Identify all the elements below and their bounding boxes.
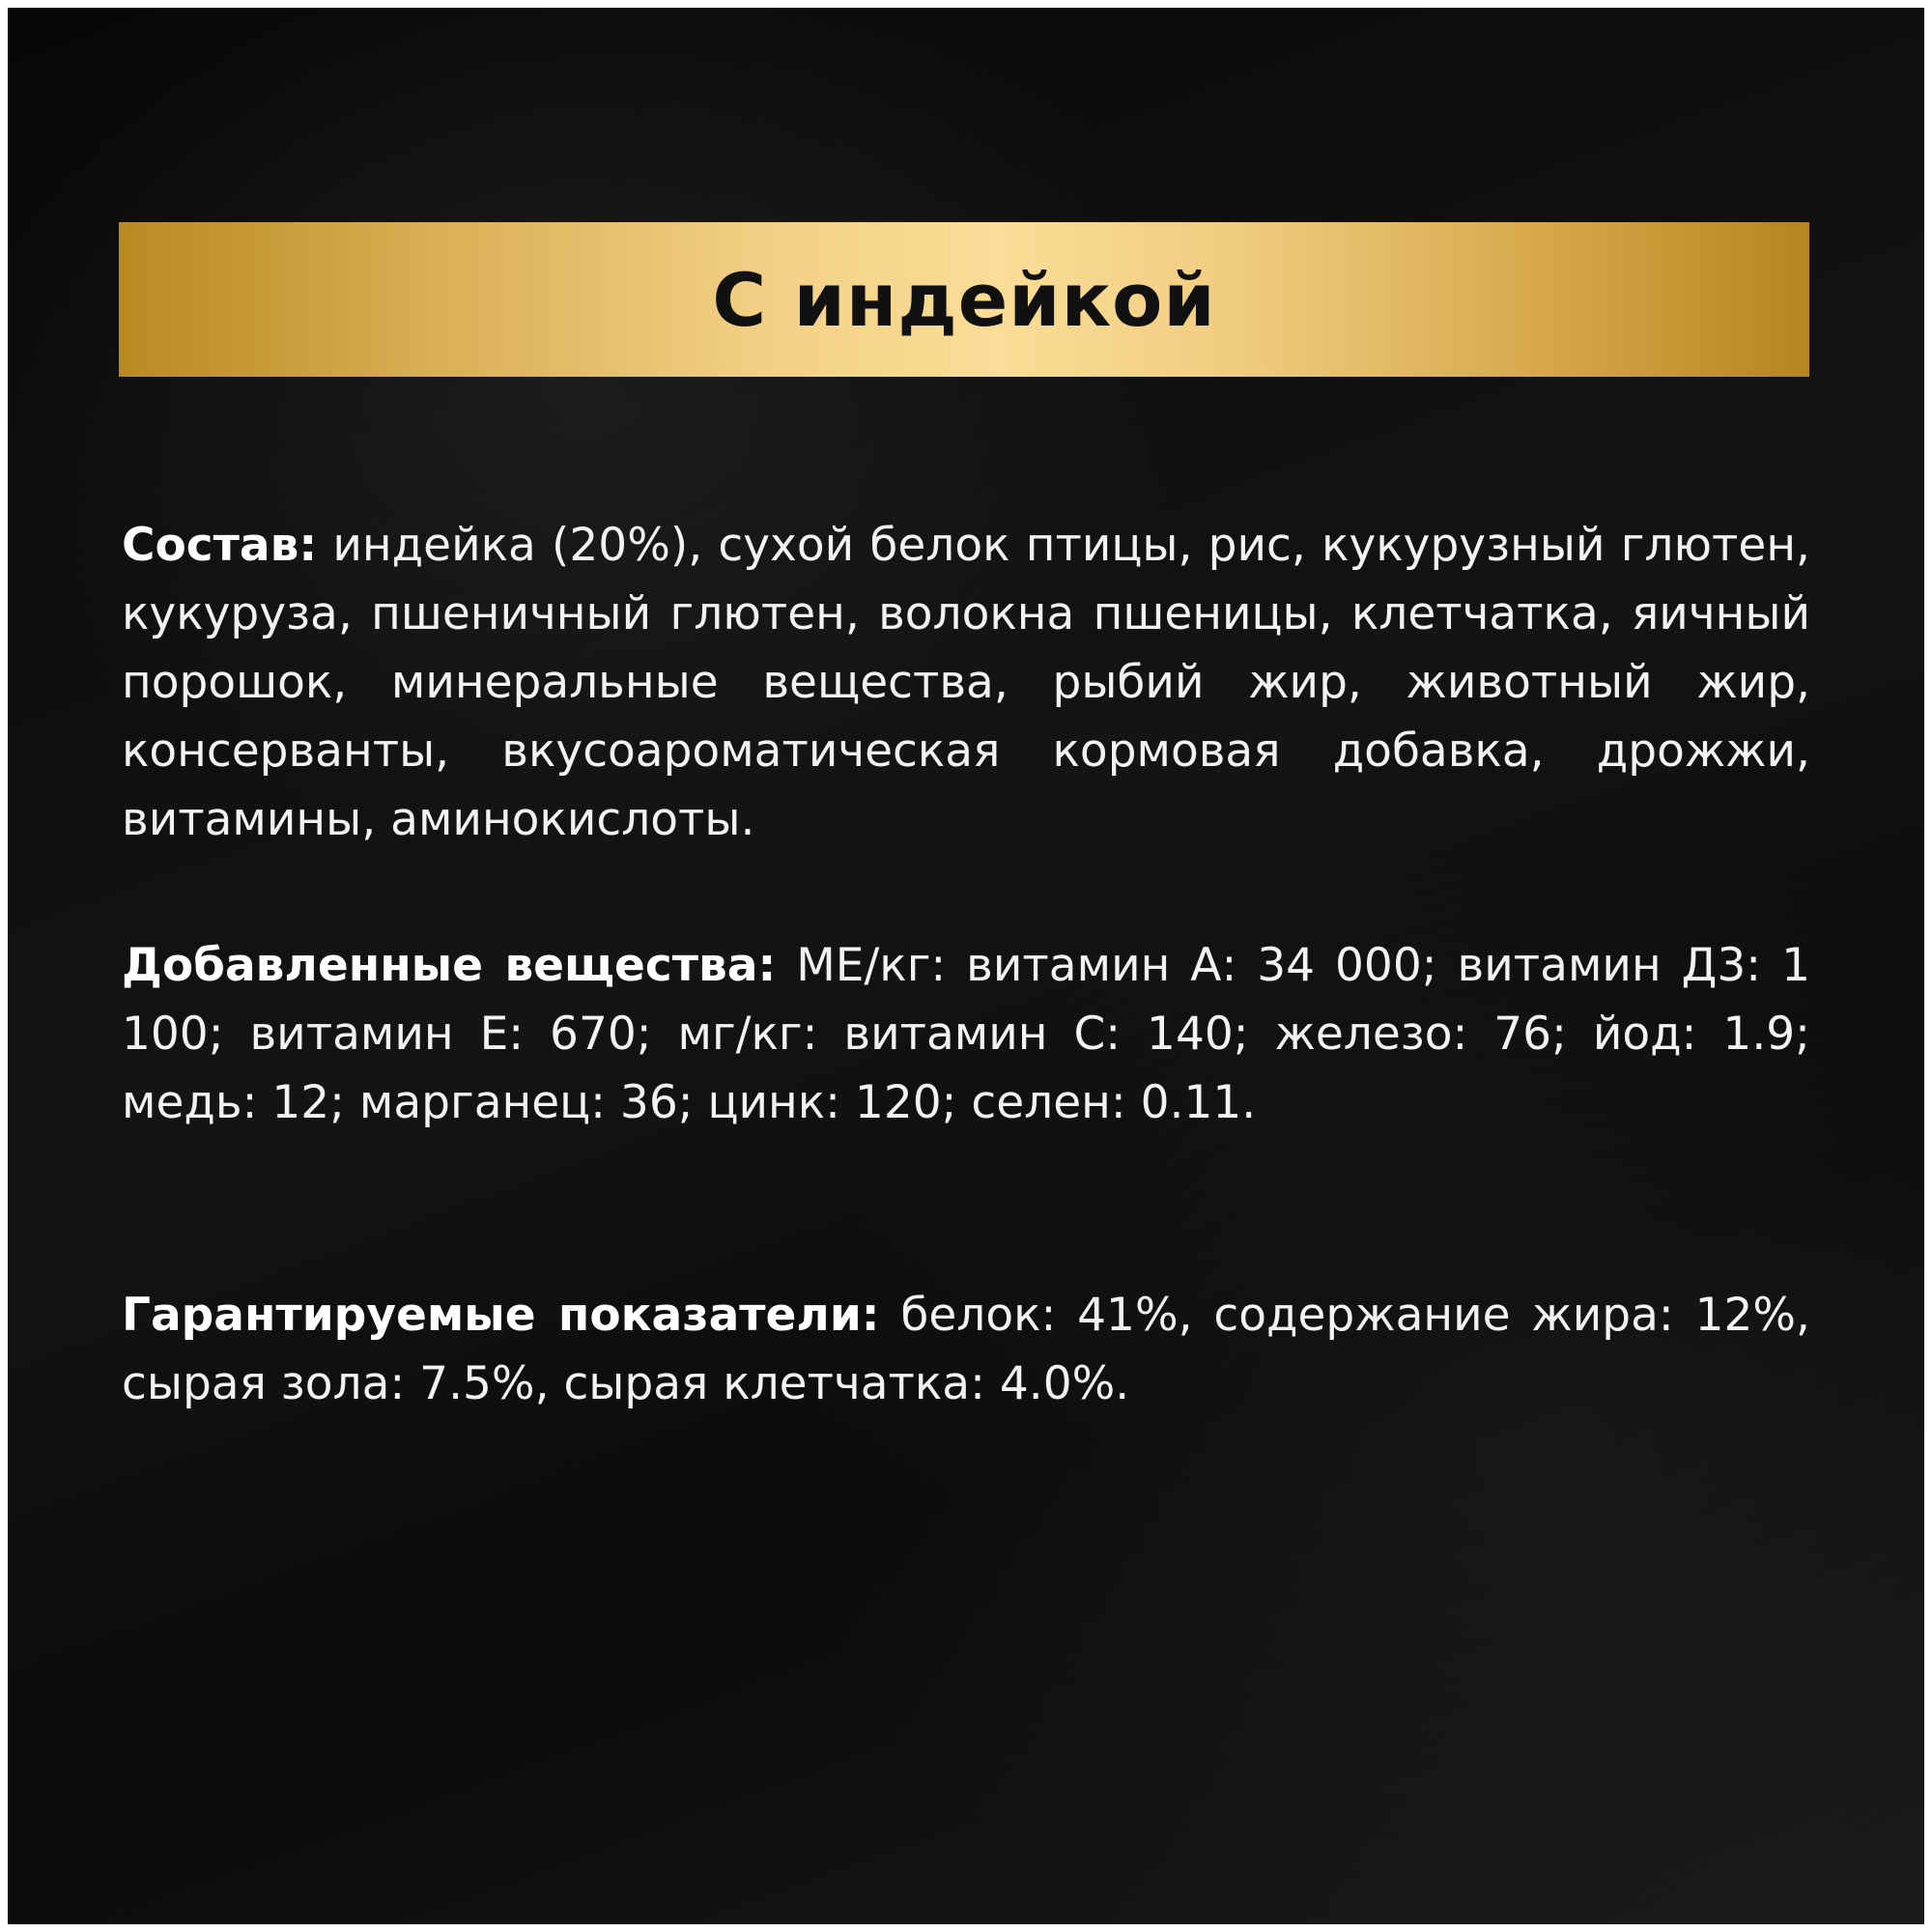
- guaranteed-analysis-label: Гарантируемые показатели:: [122, 1289, 880, 1342]
- composition-label: Состав:: [122, 519, 318, 572]
- composition-section: [122, 511, 1810, 854]
- guaranteed-analysis-section: [122, 1281, 1810, 1418]
- composition-text: индейка (20%), сухой белок птицы, рис, кукурузный глютен, кукуруза, пшеничный глютен, волокна пшеницы, клетчатка, яичный порошок, минеральные вещества, рыбий жир, животный жир, консерванты, вкусоароматическая кормовая добавка, дрожжи, витамины, аминокислоты.: [122, 519, 1810, 846]
- banner-title: С индейкой: [712, 256, 1216, 343]
- product-info-card: [8, 8, 1924, 1924]
- guaranteed-analysis-text: белок: 41%, содержание жира: 12%, сырая зола: 7.5%, сырая клетчатка: 4.0%.: [122, 1289, 1810, 1410]
- additives-label: Добавленные вещества:: [122, 939, 777, 992]
- additives-text: МЕ/кг: витамин А: 34 000; витамин Д3: 1 100; витамин Е: 670; мг/кг: витамин С: 140; железо: 76; йод: 1.9; медь: 12; марганец: 36; цинк: 120; селен: 0.11.: [122, 939, 1810, 1129]
- title-banner: [119, 222, 1809, 377]
- additives-section: [122, 931, 1810, 1137]
